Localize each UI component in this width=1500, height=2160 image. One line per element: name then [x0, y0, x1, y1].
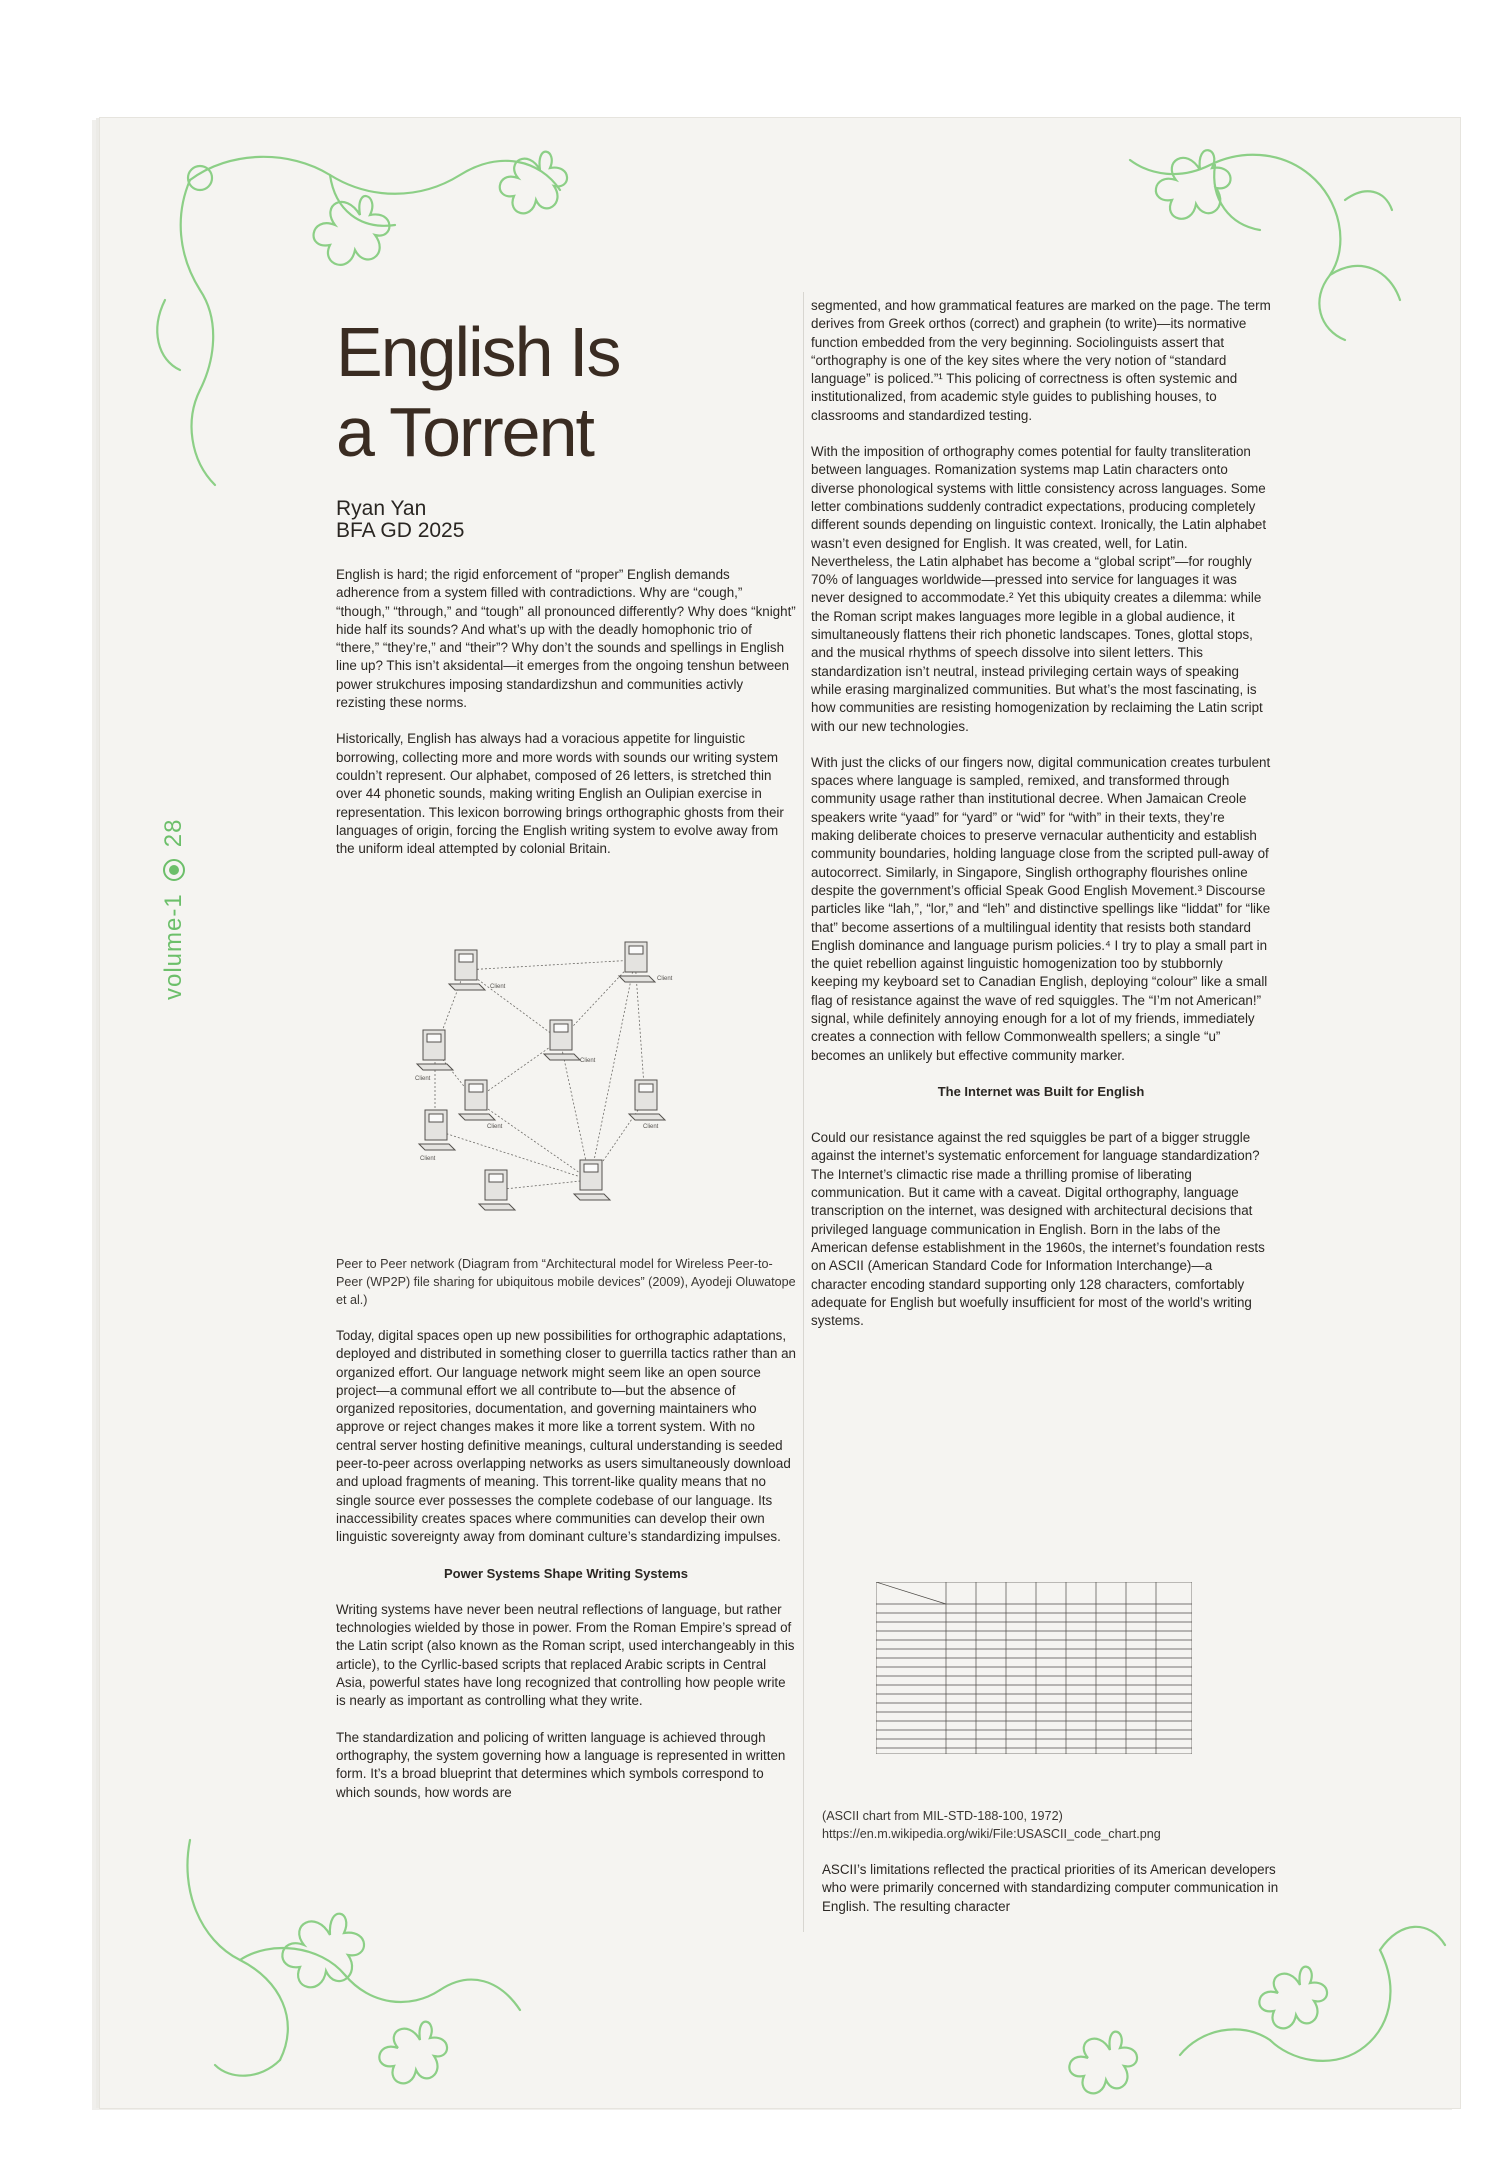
page-folio [160, 700, 188, 1000]
diagram-node-label: Client [643, 1124, 659, 1130]
body-paragraph: Today, digital spaces open up new possibilities for orthographic adaptations, deployed and distributed in something closer to guerrilla tactics rather than an organized effort. Our language network might seem like an open source project—a communal effort we all contribute to—but the absence of organized repositories, documentation, and governing maintainers who approve or reject changes makes it more like a torrent system. With no central server hosting definitive meanings, cultural understanding is seeded peer-to-peer across overlapping networks as users simultaneously download and upload fragments of meaning. This torrent-like quality means that no single source ever possesses the complete codebase of our language. Its inaccessibility creates spaces where communities can develop their own linguistic sovereignty away from dominant culture’s standardizing impulses. [336, 1328, 797, 1545]
body-paragraph: Historically, English has always had a voracious appetite for linguistic borrowing, collecting more and more words with sounds our writing system couldn’t represent. Our alphabet, composed of 26 letters, is stretched thin over 44 phonetic sounds, making writing English an Oulipian exercise in representation. This lexicon borrowing brings orthographic ghosts from their languages of origin, forcing the English writing system to evolve away from the uniform ideal attempted by colonial Britain. [336, 731, 784, 857]
byline [336, 498, 464, 542]
body-paragraph: Could our resistance against the red squiggles be part of a bigger struggle against the internet’s systematic enforcement for language standardization? The Internet’s climactic rise made a thrilling promise of liberating communication. But it came with a caveat. Digital orthography, language transcription on the internet, was designed with architectural decisions that privileged language communication in English. Born in the labs of the American defense establishment in the 1960s, the internet’s foundation rests on ASCII (American Standard Code for Information Interchange)—a character encoding standard supporting only 128 characters, comfortably adequate for English but woefully insufficient for most of the world’s writing systems. [811, 1130, 1265, 1329]
left-column-bottom [336, 1257, 797, 1820]
body-paragraph: English is hard; the rigid enforcement of “proper” English demands adherence from a system filled with contradictions. Why are “cough,” “though,” “through,” and “tough” all pronounced differently? Why does “knight” hide half its sounds? And what’s up with the deadly homophonic trio of “there,” “they’re,” and “their”? Why don’t the sounds and spellings in English line up? This isn’t aksidental—it emerges from the ongoing tenshun between power strukchures imposing standardizshun and communities activly rezisting these norms. [336, 567, 796, 711]
author-name: Ryan Yan [336, 497, 427, 520]
p2p-network-diagram [395, 930, 715, 1230]
diagram-node-label: Client [657, 976, 673, 982]
body-paragraph: With the imposition of orthography comes potential for faulty transliteration between languages. Romanization systems map Latin characters onto diverse phonological systems with little consistency across languages. Some letter combinations suddenly contradict expectations, producing completely different sounds depending on linguistic context. Ironically, the Latin alphabet wasn’t even designed for English. It was created, well, for Latin. Nevertheless, the Latin alphabet has become a “global script”—for roughly 70% of languages worldwide—pressed into service for languages it was never designed to accommodate.² Yet this ubiquity creates a dilemma: while the Roman script makes languages more legible in a global audience, it simultaneously flattens their rich phonetic landscapes. Tones, glottal stops, and the musical rhythms of speech dissolve into silent letters. This standardization isn’t neutral, instead privileging certain ways of speaking while erasing marginalized communities. But what’s the most fascinating, is how communities are resisting homogenization by reclaiming the Latin script with our new technologies. [811, 444, 1267, 734]
title-line-2: a Torrent [336, 393, 593, 471]
title-line-1: English Is [336, 313, 620, 391]
body-paragraph: segmented, and how grammatical features are marked on the page. The term derives from Greek orthos (correct) and graphein (to write)—its normative function embedded from the very beginning. Sociolinguists assert that “orthography is one of the key sites where the very notion of “standard language” is policed.”¹ This policing of correctness is often systemic and institutionalized, from academic style guides to publishing houses, to classrooms and standardized testing. [811, 298, 1271, 423]
ascii-caption-url: https://en.m.wikipedia.org/wiki/File:USASCII_code_chart.png [822, 1827, 1161, 1841]
diagram-node-label: Client [420, 1156, 436, 1162]
diagram-node-label: Client [415, 1076, 431, 1082]
body-paragraph: Writing systems have never been neutral reflections of language, but rather technologies wielded by those in power. From the Roman Empire’s spread of the Latin script (also known as the Roman script, used interchangeably in this article), to the Cyrllic-based scripts that replaced Arabic scripts in Central Asia, powerful states have long recognized that controlling how people write is nearly as important as controlling what they write. [336, 1601, 795, 1709]
ascii-caption-source: (ASCII chart from MIL-STD-188-100, 1972) [822, 1809, 1063, 1823]
body-paragraph: With just the clicks of our fingers now, digital communication creates turbulent spaces where language is sampled, remixed, and transformed through community usage rather than institutional decree. When Jamaican Creole speakers write “yaad” for “yard” or “wid” for “with” in their texts, they’re making deliberate choices to preserve vernacular authenticity and establish community boundaries, holding language close from the scripted pull-away of autocorrect. Similarly, in Singapore, Singlish orthography flourishes online despite the government’s official Speak Good English Movement.³ Discourse particles like “lah,”, “lor,” and “leh” and distinctive spellings like “liddat” for “like that” become assertions of a multilingual identity that resists both standard English dominance and language purism policies.⁴ I try to play a small part in the quiet rebellion against linguistic homogenization too by stubbornly keeping my keyboard set to Canadian English, deploying “colour” like a small flag of resistance against the wave of red squiggles. The “I’m not American!” signal, while definitely annoying enough for a lot of my friends, immediately creates a connection with fellow Commonwealth spellers; a single “u” becomes an unlikely but effective community marker. [811, 754, 1271, 1063]
diagram-node-label: Client [580, 1058, 596, 1064]
section-heading: Power Systems Shape Writing Systems [444, 1565, 688, 1581]
diagram-node-label: Client [487, 1124, 503, 1130]
author-program: BFA GD 2025 [336, 519, 465, 542]
diagram-node-label: Client [490, 984, 506, 990]
column-divider [803, 292, 804, 1932]
right-column [811, 297, 1271, 1348]
section-heading: The Internet was Built for English [937, 1083, 1145, 1099]
right-column-bottom [822, 1807, 1292, 1934]
body-paragraph: The standardization and policing of written language is achieved through orthography, the system governing how a language is represented in written form. It’s a broad blueprint that determines which symbols correspond to which sounds, how words are [336, 1729, 786, 1800]
article-title [336, 312, 619, 472]
ascii-code-chart [876, 1582, 1192, 1754]
page-number: 28 [160, 818, 187, 848]
folio-bullet-icon [163, 859, 185, 881]
diagram-caption: Peer to Peer network (Diagram from “Architectural model for Wireless Peer-to-Peer (WP2P) file sharing for ubiquitous mobile devices” (2009), Ayodeji Oluwatope et al.) [336, 1257, 796, 1307]
left-column-top [336, 566, 796, 876]
body-paragraph: ASCII’s limitations reflected the practical priorities of its American developers who were primarily concerned with standardizing computer communication in English. The resulting character [822, 1862, 1279, 1914]
volume-label: volume-1 [160, 893, 187, 1000]
